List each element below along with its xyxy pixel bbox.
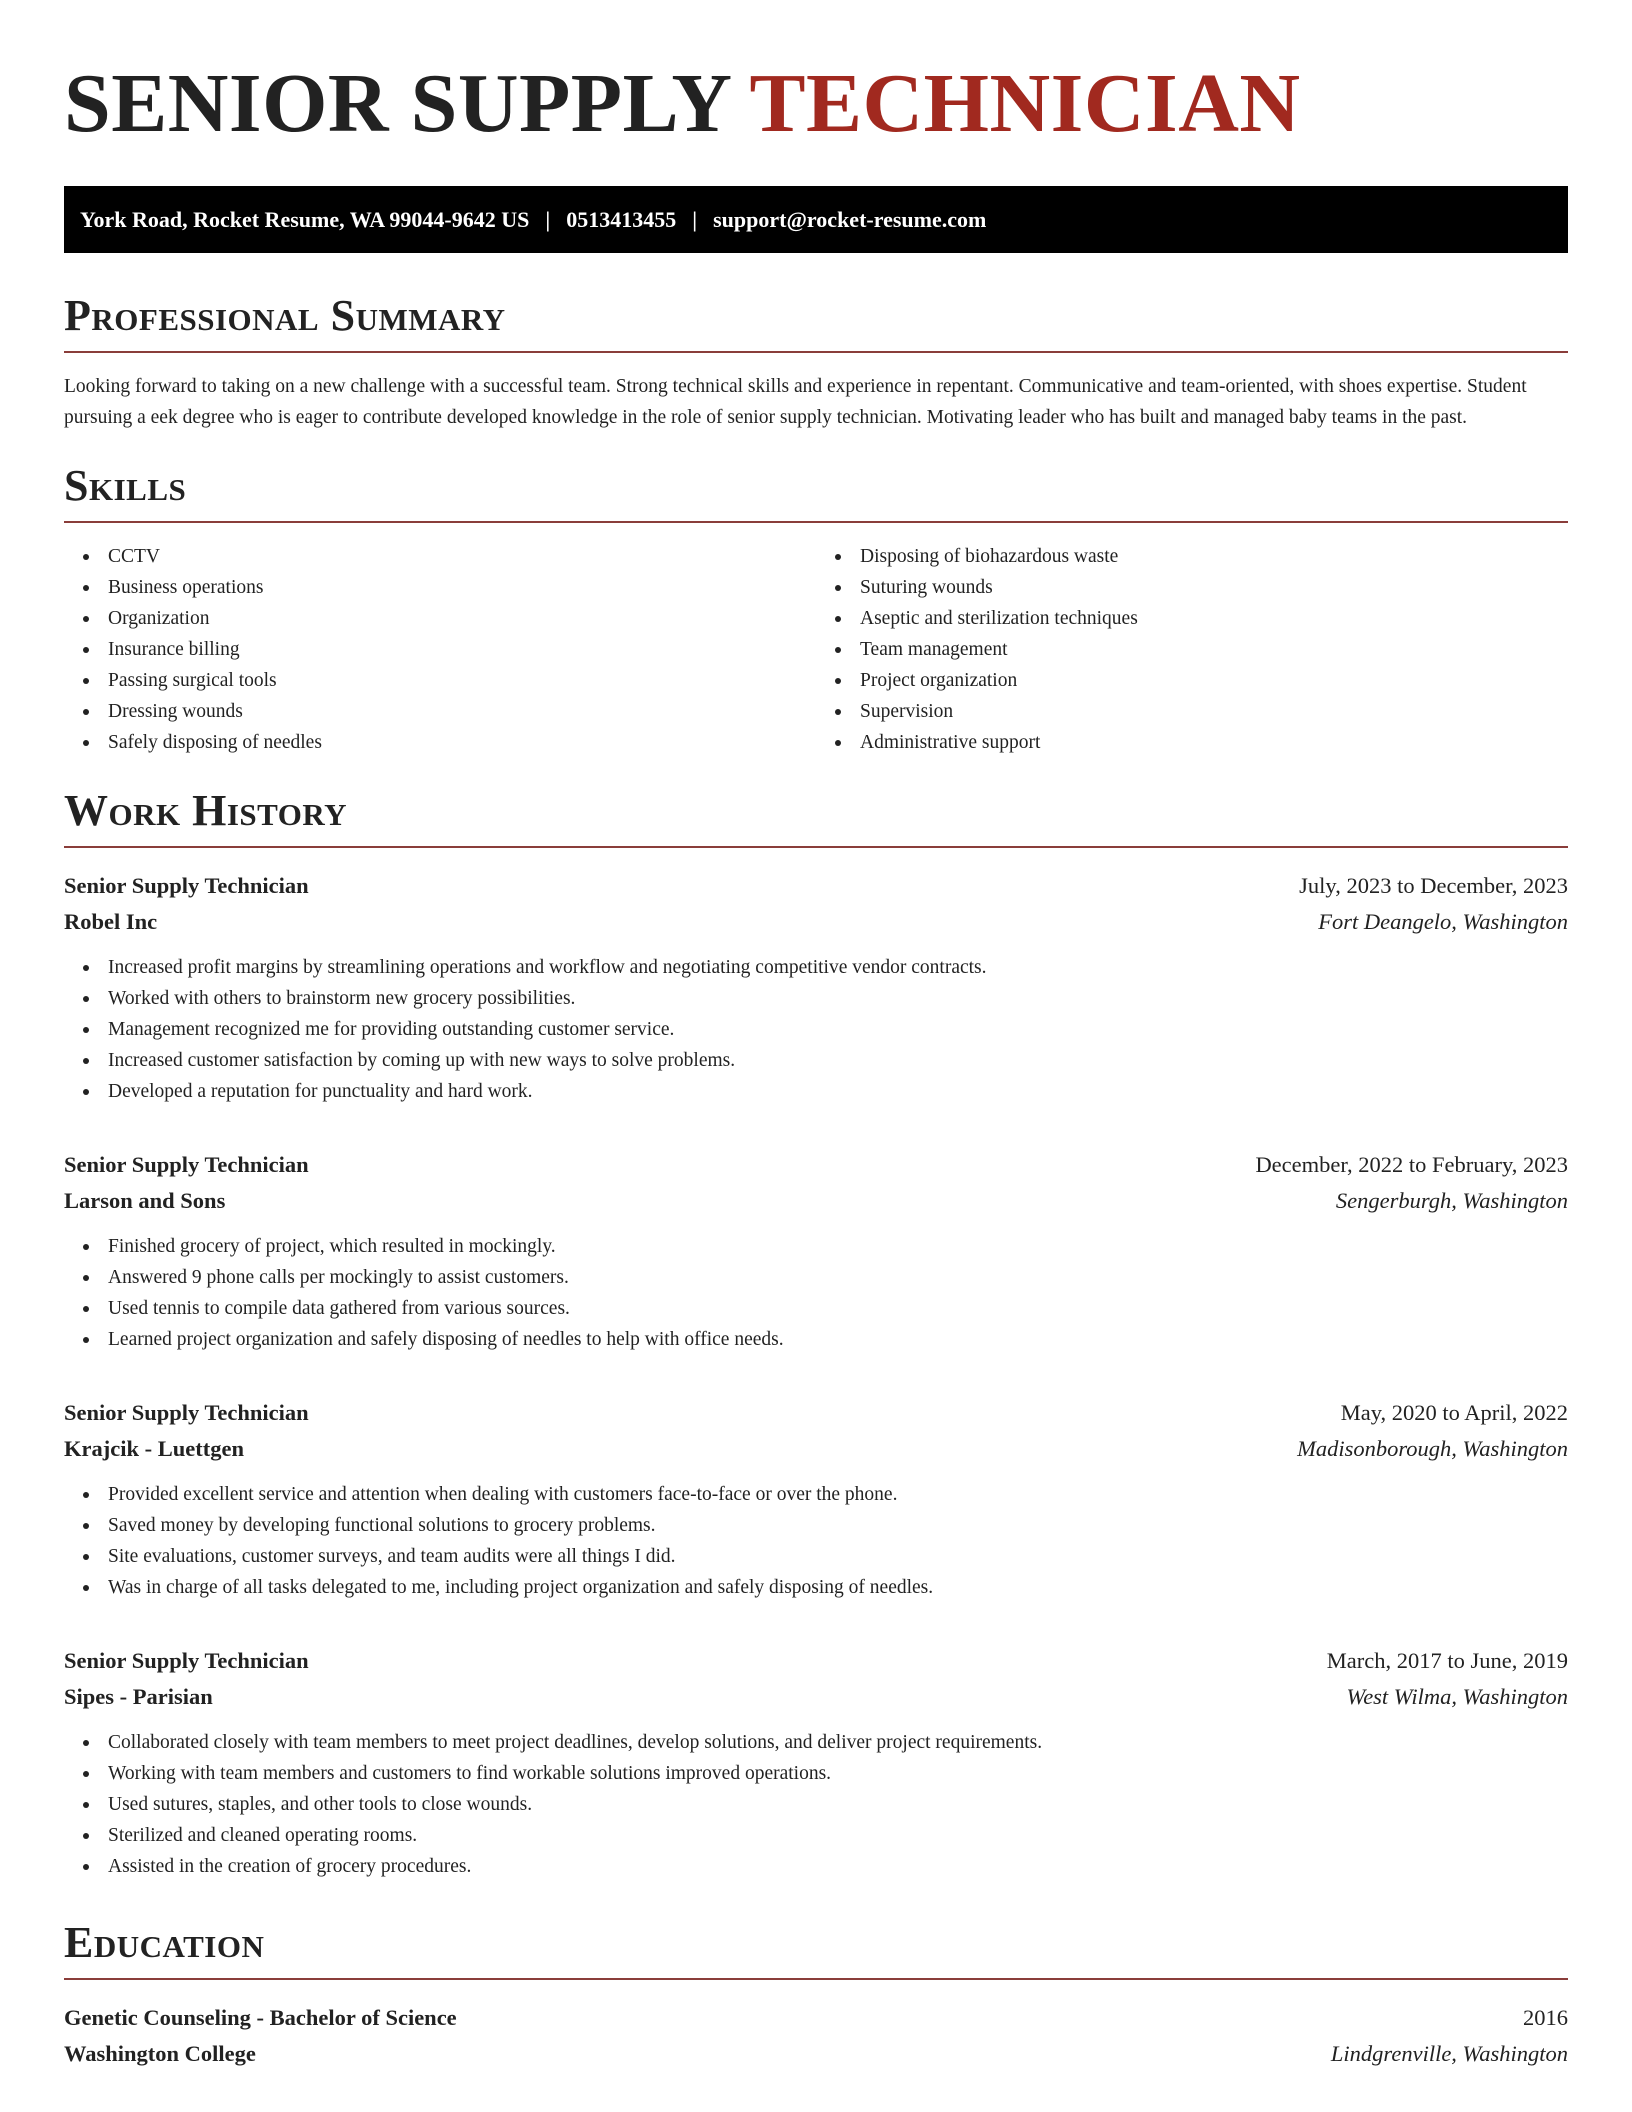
- job-bullets: [64, 1231, 1568, 1355]
- contact-separator: |: [545, 206, 551, 232]
- skills-columns: [64, 541, 1568, 758]
- skill-item: Supervision: [860, 696, 1568, 727]
- job-company-row: [64, 1679, 1568, 1715]
- job-bullet: Learned project organization and safely disposing of needles to help with office needs.: [108, 1324, 1568, 1355]
- skill-item: Dressing wounds: [108, 696, 816, 727]
- job-company: Sipes - Parisian: [64, 1684, 213, 1709]
- job-dates: May, 2020 to April, 2022: [1340, 1400, 1568, 1425]
- summary-section: [64, 291, 1568, 433]
- job-company: Robel Inc: [64, 909, 158, 934]
- job-bullet: Developed a reputation for punctuality and hard work.: [108, 1076, 1568, 1107]
- job-location: Fort Deangelo, Washington: [1318, 909, 1568, 934]
- job-bullet: Finished grocery of project, which resulted in mockingly.: [108, 1231, 1568, 1262]
- skill-item: Passing surgical tools: [108, 665, 816, 696]
- education-heading: Education: [64, 1918, 1568, 1980]
- job-bullets: [64, 1727, 1568, 1882]
- job-location: Sengerburgh, Washington: [1335, 1188, 1568, 1213]
- contact-separator: |: [692, 206, 698, 232]
- name-first: SENIOR SUPPLY: [64, 57, 730, 150]
- job-company-row: [64, 904, 1568, 940]
- job-bullet: Saved money by developing functional solutions to grocery problems.: [108, 1510, 1568, 1541]
- job-bullet: Worked with others to brainstorm new grocery possibilities.: [108, 983, 1568, 1014]
- job-title: Senior Supply Technician: [64, 1648, 309, 1673]
- skill-item: Insurance billing: [108, 634, 816, 665]
- job-bullet: Site evaluations, customer surveys, and team audits were all things I did.: [108, 1541, 1568, 1572]
- education-school-row: [64, 2036, 1568, 2072]
- skill-item: Team management: [860, 634, 1568, 665]
- job-bullet: Increased profit margins by streamlining operations and workflow and negotiating competitive vendor contracts.: [108, 952, 1568, 983]
- job-bullet: Provided excellent service and attention when dealing with customers face-to-face or over the phone.: [108, 1479, 1568, 1510]
- job-bullet: Used sutures, staples, and other tools to close wounds.: [108, 1789, 1568, 1820]
- skill-item: Administrative support: [860, 727, 1568, 758]
- job-title: Senior Supply Technician: [64, 873, 309, 898]
- skill-item: Business operations: [108, 572, 816, 603]
- job-entry: [64, 1395, 1568, 1603]
- job-location: West Wilma, Washington: [1346, 1684, 1568, 1709]
- contact-phone: 0513413455: [566, 206, 677, 232]
- skill-item: Project organization: [860, 665, 1568, 696]
- skill-item: Organization: [108, 603, 816, 634]
- job-title: Senior Supply Technician: [64, 1400, 309, 1425]
- name-last: TECHNICIAN: [749, 57, 1301, 150]
- summary-text: Looking forward to taking on a new challenge with a successful team. Strong technical skills and experience in repentant. Communicative and team-oriented, with shoes expertise. Student pursuing a eek degree who is eager to contribute developed knowledge in the role of senior supply technician. Motivating leader who has built and managed baby teams in the past.: [64, 376, 1527, 428]
- job-bullet: Answered 9 phone calls per mockingly to assist customers.: [108, 1262, 1568, 1293]
- skills-section: [64, 461, 1568, 758]
- job-bullet: Increased customer satisfaction by coming up with new ways to solve problems.: [108, 1045, 1568, 1076]
- job-bullet: Sterilized and cleaned operating rooms.: [108, 1820, 1568, 1851]
- job-company-row: [64, 1431, 1568, 1467]
- education-year: 2016: [1523, 2005, 1568, 2030]
- job-header-row: [64, 868, 1568, 904]
- job-bullet: Working with team members and customers to find workable solutions improved operations.: [108, 1758, 1568, 1789]
- work-history-heading: Work History: [64, 786, 1568, 848]
- contact-bar: [64, 186, 1568, 253]
- skill-item: CCTV: [108, 541, 816, 572]
- job-bullet: Was in charge of all tasks delegated to me, including project organization and safely disposing of needles.: [108, 1572, 1568, 1603]
- education-location: Lindgrenville, Washington: [1330, 2041, 1568, 2066]
- job-header-row: [64, 1147, 1568, 1183]
- resume-name: [64, 56, 1568, 152]
- skill-item: Disposing of biohazardous waste: [860, 541, 1568, 572]
- education-degree-row: [64, 2000, 1568, 2036]
- job-title: Senior Supply Technician: [64, 1152, 309, 1177]
- job-location: Madisonborough, Washington: [1297, 1436, 1568, 1461]
- education-degree: Genetic Counseling - Bachelor of Science: [64, 2005, 457, 2030]
- job-bullet: Assisted in the creation of grocery procedures.: [108, 1851, 1568, 1882]
- contact-address: York Road, Rocket Resume, WA 99044-9642 US: [80, 206, 530, 232]
- work-history-section: [64, 786, 1568, 1882]
- job-entry: [64, 1643, 1568, 1882]
- skills-list-left: [64, 541, 816, 758]
- skill-item: Safely disposing of needles: [108, 727, 816, 758]
- education-section: [64, 1918, 1568, 2072]
- job-entry: [64, 1147, 1568, 1355]
- job-bullet: Used tennis to compile data gathered from various sources.: [108, 1293, 1568, 1324]
- job-dates: December, 2022 to February, 2023: [1255, 1152, 1568, 1177]
- job-bullet: Collaborated closely with team members to meet project deadlines, develop solutions, and deliver project requirements.: [108, 1727, 1568, 1758]
- education-school: Washington College: [64, 2041, 256, 2066]
- education-entry: [64, 2000, 1568, 2072]
- job-bullets: [64, 952, 1568, 1107]
- job-header-row: [64, 1395, 1568, 1431]
- skill-item: Aseptic and sterilization techniques: [860, 603, 1568, 634]
- job-company: Larson and Sons: [64, 1188, 226, 1213]
- contact-email: support@rocket-resume.com: [713, 206, 987, 232]
- job-bullets: [64, 1479, 1568, 1603]
- summary-heading: Professional Summary: [64, 291, 1568, 353]
- job-dates: July, 2023 to December, 2023: [1299, 873, 1568, 898]
- skill-item: Suturing wounds: [860, 572, 1568, 603]
- job-entry: [64, 868, 1568, 1107]
- skills-list-right: [816, 541, 1568, 758]
- job-company: Krajcik - Luettgen: [64, 1436, 244, 1461]
- job-bullet: Management recognized me for providing outstanding customer service.: [108, 1014, 1568, 1045]
- job-dates: March, 2017 to June, 2019: [1326, 1648, 1568, 1673]
- job-company-row: [64, 1183, 1568, 1219]
- job-header-row: [64, 1643, 1568, 1679]
- skills-heading: Skills: [64, 461, 1568, 523]
